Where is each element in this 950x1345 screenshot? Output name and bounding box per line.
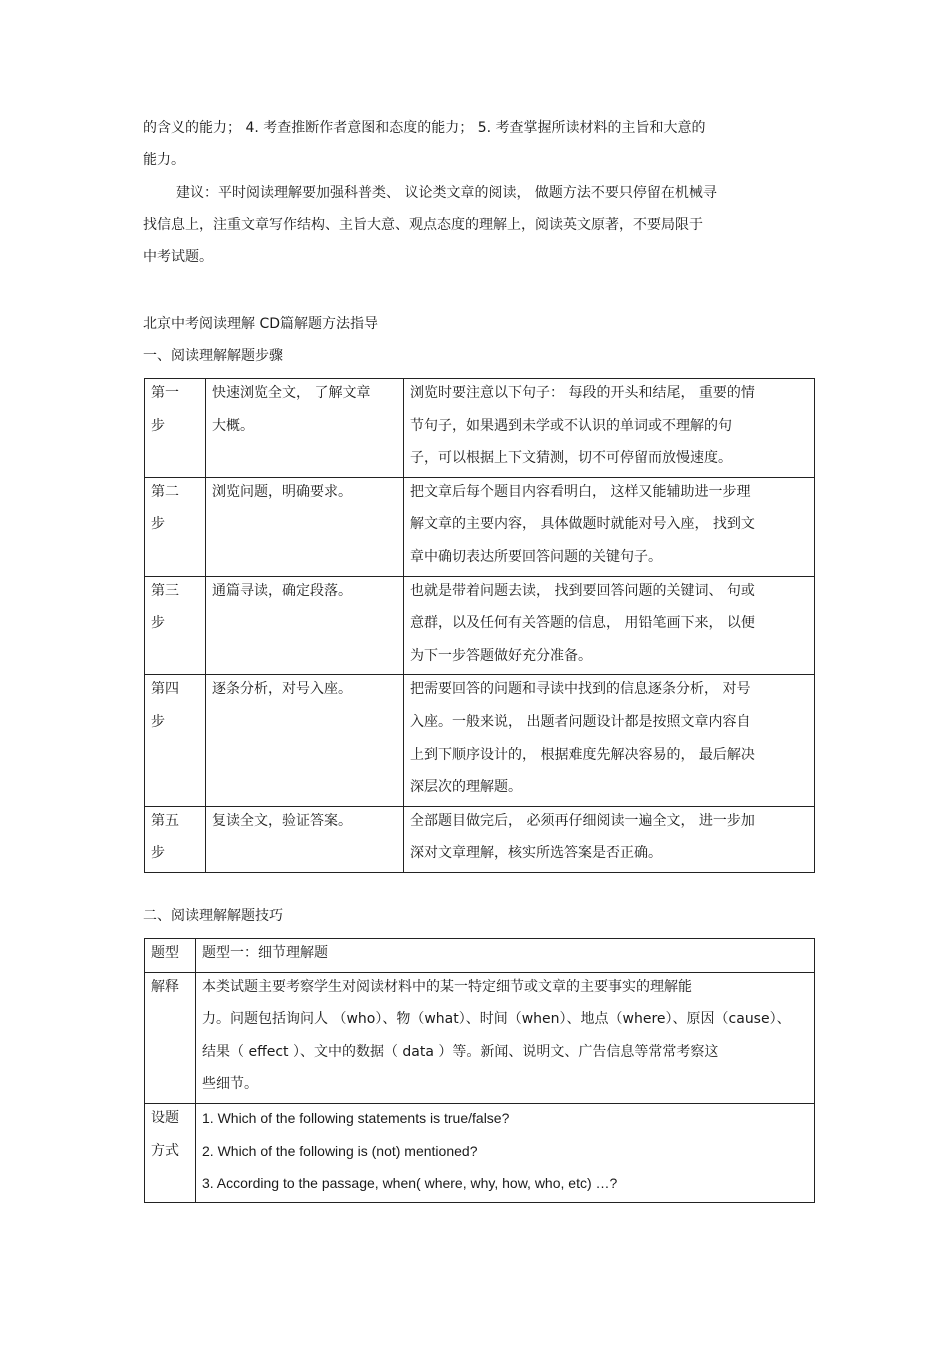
intro-line-5: 中考试题。 xyxy=(143,249,213,265)
step-detail-line: 把需要回答的问题和寻读中找到的信息逐条分析， 对号 xyxy=(410,681,751,698)
table-row xyxy=(145,379,815,478)
table-row xyxy=(145,477,815,576)
step-action-line: 浏览问题，明确要求。 xyxy=(212,483,352,500)
technique-label xyxy=(145,1103,196,1202)
table-row xyxy=(145,1103,815,1202)
intro-line-1: 的含义的能力； 4. 考查推断作者意图和态度的能力； 5. 考查掌握所读材料的主旨和大意的 xyxy=(143,120,706,136)
intro-line-2: 能力。 xyxy=(143,152,185,168)
table-row xyxy=(145,939,815,973)
step-detail-line: 解文章的主要内容， 具体做题时就能对号入座， 找到文 xyxy=(410,516,755,533)
step-detail xyxy=(404,379,815,478)
step-label-line: 第一 xyxy=(151,385,179,401)
step-label-line: 步 xyxy=(151,713,165,730)
step-detail-line: 也就是带着问题去读， 找到要回答问题的关键词、 句或 xyxy=(410,582,755,599)
step-label-line: 步 xyxy=(151,417,165,434)
step-label-line: 第三 xyxy=(151,582,179,599)
step-detail-line: 意群，以及任何有关答题的信息， 用铅笔画下来， 以便 xyxy=(410,615,755,632)
technique-label xyxy=(145,939,196,973)
technique-content-line: 些细节。 xyxy=(202,1076,258,1093)
step-label xyxy=(145,477,206,576)
part1-heading: 一、阅读理解解题步骤 xyxy=(143,348,283,364)
step-detail-line: 深对文章理解，核实所选答案是否正确。 xyxy=(410,845,662,862)
step-detail-line: 全部题目做完后， 必须再仔细阅读一遍全文， 进一步加 xyxy=(410,812,755,829)
technique-content xyxy=(196,939,815,973)
step-label-line: 第五 xyxy=(151,812,179,829)
technique-content-line: 1. Which of the following statements is true/false? xyxy=(202,1109,510,1126)
technique-label-line: 解释 xyxy=(151,978,179,995)
step-action-line: 复读全文，验证答案。 xyxy=(212,812,352,829)
step-detail xyxy=(404,576,815,675)
step-action xyxy=(206,477,404,576)
technique-content-line: 题型一：细节理解题 xyxy=(202,945,328,961)
step-detail-line: 入座。一般来说， 出题者问题设计都是按照文章内容自 xyxy=(410,713,751,730)
technique-content-line: 3. According to the passage, when( where, why, how, who, etc) …? xyxy=(202,1175,618,1192)
step-detail-line: 浏览时要注意以下句子： 每段的开头和结尾， 重要的情 xyxy=(410,385,755,401)
step-label-line: 步 xyxy=(151,845,165,862)
step-action xyxy=(206,379,404,478)
technique-content xyxy=(196,972,815,1103)
step-action-line: 大概。 xyxy=(212,417,254,434)
technique-content-line: 力。问题包括询问人 （who）、物（what）、时间（when）、地点（where）、原因（cause）、 xyxy=(202,1011,791,1028)
step-detail-line: 节句子，如果遇到未学或不认识的单词或不理解的句 xyxy=(410,417,732,434)
step-detail xyxy=(404,806,815,872)
table-row xyxy=(145,576,815,675)
step-action-line: 逐条分析，对号入座。 xyxy=(212,681,352,698)
step-action-line: 通篇寻读，确定段落。 xyxy=(212,582,352,599)
step-detail xyxy=(404,675,815,806)
technique-content-line: 结果（ effect ）、文中的数据（ data ）等。新闻、说明文、广告信息等常常考察这 xyxy=(202,1043,719,1060)
step-label-line: 第二 xyxy=(151,483,179,500)
section-title: 北京中考阅读理解 CD篇解题方法指导 xyxy=(143,316,379,332)
step-detail-line: 深层次的理解题。 xyxy=(410,779,522,796)
technique-content-line: 本类试题主要考察学生对阅读材料中的某一特定细节或文章的主要事实的理解能 xyxy=(202,978,692,995)
table-row xyxy=(145,806,815,872)
intro-line-3: 建议：平时阅读理解要加强科普类、 议论类文章的阅读， 做题方法不要只停留在机械寻 xyxy=(176,185,717,201)
step-action xyxy=(206,576,404,675)
technique-content-line: 2. Which of the following is (not) mentioned? xyxy=(202,1142,478,1159)
technique-label-line: 方式 xyxy=(151,1142,179,1159)
steps-table xyxy=(144,378,815,873)
technique-label-line: 设题 xyxy=(151,1109,179,1126)
step-detail-line: 章中确切表达所要回答问题的关键句子。 xyxy=(410,548,662,565)
table-row xyxy=(145,972,815,1103)
step-action xyxy=(206,675,404,806)
step-action xyxy=(206,806,404,872)
step-label xyxy=(145,675,206,806)
step-detail-line: 上到下顺序设计的， 根据难度先解决容易的， 最后解决 xyxy=(410,746,755,763)
step-detail-line: 子，可以根据上下文猜测，切不可停留而放慢速度。 xyxy=(410,450,732,467)
technique-label xyxy=(145,972,196,1103)
technique-label-line: 题型 xyxy=(151,945,179,961)
step-label xyxy=(145,576,206,675)
step-action-line: 快速浏览全文， 了解文章 xyxy=(212,385,371,401)
step-label xyxy=(145,806,206,872)
techniques-table xyxy=(144,938,815,1203)
step-detail xyxy=(404,477,815,576)
table-row xyxy=(145,675,815,806)
step-detail-line: 为下一步答题做好充分准备。 xyxy=(410,647,592,664)
step-label-line: 步 xyxy=(151,615,165,632)
step-detail-line: 把文章后每个题目内容看明白， 这样又能辅助进一步理 xyxy=(410,483,751,500)
step-label-line: 第四 xyxy=(151,681,179,698)
part2-heading: 二、阅读理解解题技巧 xyxy=(143,908,283,924)
intro-line-4: 找信息上，注重文章写作结构、主旨大意、观点态度的理解上，阅读英文原著，不要局限于 xyxy=(143,217,703,233)
step-label xyxy=(145,379,206,478)
technique-content xyxy=(196,1103,815,1202)
step-label-line: 步 xyxy=(151,516,165,533)
